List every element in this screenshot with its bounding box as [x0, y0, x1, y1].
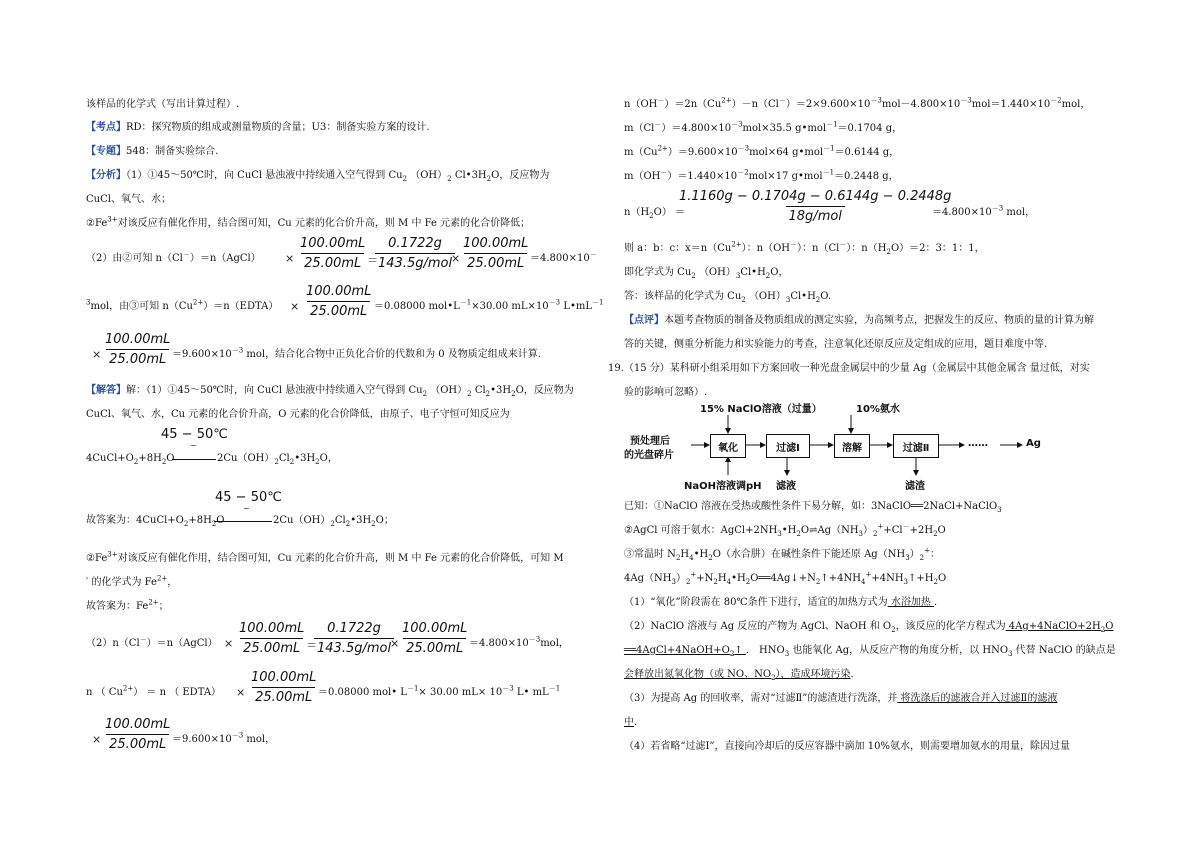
times-sign: × — [224, 637, 234, 650]
zhuanti-line: 【专题】548：制备实验综合. — [86, 146, 219, 157]
text-line: （2）NaClO 溶液与 Ag 反应的产物为 AgCl、NaOH 和 $O_2$，该反应的化学方程式为 $4Ag+4NaClO+2H_2O$ — [624, 621, 1114, 634]
fraction: $\frac{100.00mL}{25.00mL}$ — [463, 236, 529, 271]
fraction: $\frac{100.00mL}{25.00mL}$ — [300, 236, 366, 271]
fraction: $\frac{100.00mL}{25.00mL}$ — [105, 717, 171, 752]
flow-end-ag: Ag — [1026, 438, 1041, 449]
equals-sign: ＝ — [306, 639, 317, 652]
answer-blank: 会释放出氮氧化物（或 NO、$NO_2$），造成环境污染 — [624, 669, 851, 682]
text-line: 验的影响可忽略）. — [624, 387, 708, 398]
text-line: $n(H_2O)$ ＝ — [624, 207, 686, 220]
text-line: 中． — [624, 717, 644, 728]
text-line: $4Ag(NH_3)_2^++N_2H_4•H_2O══4Ag↓+N_2↑+4NH_4^++4NH_3↑+H_2O$ — [624, 570, 947, 586]
flow-start-label-2: 的光盘碎片 — [624, 450, 674, 461]
zhuanti-tag: 【专题】 — [86, 146, 126, 157]
text-line: $n(OH^-)=2n(Cu^{2+})-n(Cl^-)=2\times 9.600\times 10^{-3}mol-4.800\times 10^{-3}mol=1.440\times 10^{-2}mol$， — [624, 96, 1091, 110]
text-line: 已知：①NaClO 溶液在受热或酸性条件下易分解，如：3NaClO══2NaCl+NaClO$_3$ — [624, 501, 1002, 514]
text-line: （2）由②可知 n（Cl－）＝n（AgCl） — [86, 250, 261, 264]
flow-box-oxidation: 氧化 — [710, 434, 746, 458]
answer-blank: $4Ag+4NaClO+2H_2O$ — [1005, 621, 1114, 634]
text-line: $m(OH^-)=1.440\times 10^{-2}mol\times 17$ g•mol$^{-1}$＝0.2448 g， — [624, 168, 899, 182]
text-line: （3）为提高 Ag 的回收率，需对“过滤Ⅱ”的滤渣进行洗涤，并 将洗涤后的滤液合并入过滤Ⅱ的滤液 — [624, 693, 1058, 704]
flow-bottom-filtrate: 滤液 — [776, 481, 796, 492]
answer-line: 故答案为：$4CuCl+O_2+8H_2O$ — [86, 515, 225, 528]
fenxi-tag: 【分析】 — [86, 170, 126, 181]
flow-arrows — [600, 395, 1060, 495]
text-line: 则 a：b：c：$x=n(Cu^{2+})$：n（OH－）：n（Cl－）：$n(H_2O)=2$：3：1：1， — [624, 240, 985, 256]
text-line: $══4AgCl+4NaOH+O_2↑$ ． $HNO_3$ 也能氧化 Ag，从反应产物的角度分析，以 $HNO_3$ 代替 NaClO 的缺点是 — [624, 645, 1116, 658]
fenxi-line: 【分析】（1）①45～50℃时，向 CuCl 悬浊液中持续通入空气得到 $Cu_2$ $(OH)_2$ $Cl•3H_2O$，反应物为 — [86, 170, 550, 183]
flow-bottom-residue: 滤渣 — [905, 481, 925, 492]
flow-start-label-1: 预处理后 — [630, 436, 670, 447]
text-line: CuCl、氧气、水； — [86, 194, 171, 205]
times-sign: × — [92, 733, 102, 746]
jieda-line: 【解答】解：（1）①45～50℃时，向 CuCl 悬浊液中持续通入空气得到 $Cu_2$ $(OH)_2$ $Cl_2•3H_2O$，反应物为 — [86, 385, 574, 398]
text-line: n （ $Cu^{2+}) = n$ （ EDTA） — [86, 684, 222, 698]
text-line: $=4.800\times 10^{-3}$ mol， — [932, 204, 1036, 218]
flow-box-dissolve: 溶解 — [834, 434, 870, 458]
text-line: $=9.600\times 10^{-3}$ mol， — [172, 731, 276, 745]
fraction: $\frac{100.00mL}{25.00mL}$ — [251, 670, 317, 705]
flow-box-filter-2: 过滤Ⅱ — [893, 434, 939, 458]
times-sign: × — [236, 686, 246, 699]
text-line: $m(Cu^{2+})=9.600\times 10^{-3}mol\times 64$ g•mol$^{-1}$＝0.6144 g， — [624, 144, 900, 158]
text-line: （2）n（Cl－）＝n（AgCl） — [86, 635, 218, 649]
dianping-tag: 【点评】 — [624, 315, 664, 326]
flow-top-label-ammonia: 10%氨水 — [856, 404, 900, 415]
text-line: ＝0.08000 $mol•L^{-1}\times 30.00$ $mL\times 10^{-3}$ $L•mL^{-1}$ — [374, 298, 604, 312]
flow-dots: …… — [968, 438, 988, 449]
answer-blank: 中 — [624, 717, 634, 728]
equation-line: $2Cu(OH)_2Cl_2•3H_2O$， — [217, 453, 338, 466]
text-line: （1）“氧化”阶段需在 80℃条件下进行，适宜的加热方式为 水浴加热 ． — [624, 597, 945, 608]
flow-top-label-naclo: 15% NaClO溶液（过量） — [700, 404, 822, 415]
dot-mark: ~ — [190, 441, 197, 450]
fraction: 0.1722g 143.5g/mol — [314, 621, 394, 656]
answer-line: $2Cu(OH)_2Cl_2•3H_2O$； — [273, 515, 394, 528]
fraction: $\frac{100.00mL}{25.00mL}$ — [239, 621, 305, 656]
fraction: 1.1160g − 0.1704g − 0.6144g − 0.2448g 18g/mol — [679, 189, 952, 224]
flow-box-filter-1: 过滤Ⅰ — [766, 434, 810, 458]
text-line: ③常温时 $N_2H_4•H_2O$（水合肼）在碱性条件下能还原 $Ag(NH_3)_2^+$： — [624, 546, 940, 562]
reaction-arrow — [172, 459, 216, 460]
text-line: 会释放出氮氧化物（或 NO、$NO_2$），造成环境污染． — [624, 669, 861, 682]
equals-sign: ＝ — [367, 254, 378, 267]
reaction-condition: 45 − 50℃ — [215, 490, 282, 505]
text-line: $②Fe^{3+}$对该反应有催化作用，结合图可知，Cu 元素的化合价升高，则 M 中 Fe 元素的化合价降低，可知 M — [86, 550, 564, 564]
dianping-line: 【点评】本题考查物质的制备及物质组成的测定实验，为高频考点，把握发生的反应、物质的量的计算为解 — [624, 315, 1094, 326]
times-sign: × — [285, 252, 295, 265]
reaction-condition: 45 − 50℃ — [161, 427, 228, 442]
answer-blank: 水浴加热 — [887, 597, 935, 608]
text-line: ＝0.08000 mol• $L^{-1}\times 30.00$ $mL\times 10^{-3}$ L• $mL^{-1}$ — [318, 684, 561, 698]
times-sign: × — [92, 348, 102, 361]
text-line: ′ 的化学式为 $Fe^{2+}$， — [86, 574, 178, 588]
flow-bottom-naoh: NaOH溶液调pH — [684, 481, 762, 492]
fraction: $\frac{100.00mL}{25.00mL}$ — [105, 332, 171, 367]
times-sign: × — [290, 300, 300, 313]
answer-blank: $══4AgCl+4NaOH+O_2↑$ — [624, 645, 746, 658]
fraction: 0.1722g 143.5g/mol — [375, 236, 455, 271]
dot-mark: ~ — [243, 504, 250, 513]
answer-line: 故答案为：$Fe^{2+}$； — [86, 598, 169, 612]
text-line: $^3$mol，由③可知 $n(Cu^{2+})=n(EDTA)$ — [86, 298, 279, 312]
text-line: ＝4.800×10－ — [530, 250, 597, 264]
text-line: （4）若省略“过滤Ⅰ”，直接向冷却后的反应容器中滴加 10%氨水，则需要增加氨水的用量，除因过量 — [624, 741, 1070, 752]
answer-blank: 将洗涤后的滤液合并入过滤Ⅱ的滤液 — [897, 693, 1058, 704]
text-line: $=9.600\times 10^{-3}$ mol，结合化合物中正负化合价的代数和为 0 及物质定组成来计算. — [172, 346, 541, 360]
times-sign: × — [390, 637, 400, 650]
kaodian-tag: 【考点】 — [86, 122, 126, 133]
text-line: $m(Cl^-)=4.800\times 10^{-3}mol\times 35.5$ g•mol$^{-1}$＝0.1704 g， — [624, 120, 903, 134]
text-line: 答：该样品的化学式为 $Cu_2$ $(OH)_3Cl•H_2O$. — [624, 291, 832, 304]
text-line: ②AgCl 可溶于氨水：$AgCl+2NH_3•H_2O\rightleftharpoons Ag(NH_3)_2^++Cl^-+2H_2O$ — [624, 522, 946, 538]
jieda-tag: 【解答】 — [86, 385, 126, 396]
fraction: $\frac{100.00mL}{25.00mL}$ — [402, 621, 468, 656]
fraction: $\frac{100.00mL}{25.00mL}$ — [306, 284, 372, 319]
reaction-arrow — [214, 521, 272, 522]
text-line: 即化学式为 $Cu_2$ $(OH)_3Cl•H_2O$， — [624, 267, 789, 280]
text-line: 答的关键，侧重分析能力和实验能力的考查，注意氧化还原反应及定组成的应用，题目难度中等. — [624, 339, 1048, 350]
text-line: CuCl、氧气、水，Cu 元素的化合价升高，O 元素的化合价降低，由原子、电子守恒可知反应为 — [86, 409, 510, 420]
equation-line: $4CuCl+O_2+8H_2O$ — [86, 453, 175, 466]
question-19: 19.（15 分）某科研小组采用如下方案回收一种光盘金属层中的少量 Ag（金属层中其他金属含 量过低，对实 — [608, 363, 1090, 374]
kaodian-line: 【考点】RD：探究物质的组成或测量物质的含量；U3：制备实验方案的设计. — [86, 122, 430, 133]
text-line: $=4.800\times 10^{-3}mol$， — [469, 635, 569, 649]
times-sign: × — [451, 252, 461, 265]
text-line: $②Fe^{3+}$对该反应有催化作用，结合图可知，Cu 元素的化合价升高，则 M 中 Fe 元素的化合价降低； — [86, 215, 531, 229]
text-line: 该样品的化学式（写出计算过程）. — [86, 99, 240, 110]
